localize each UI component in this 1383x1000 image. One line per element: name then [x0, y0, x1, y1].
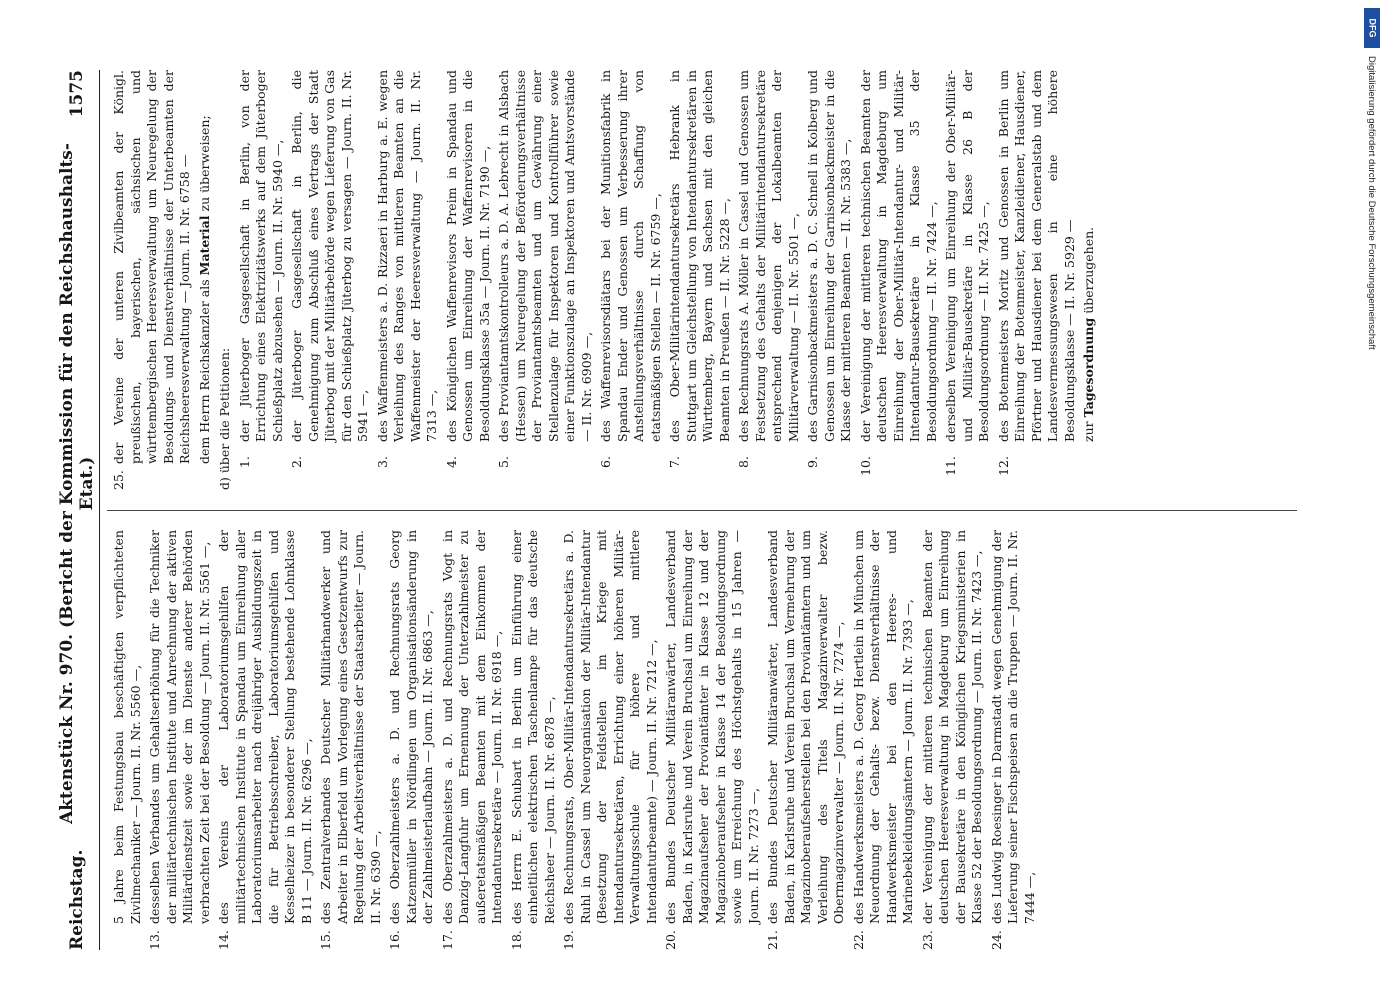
- petition-number: 7.: [667, 456, 682, 468]
- item-text: der Vereinigung der mittleren technischen Beamten der deutschen Heeresverwaltung in Magdeburg um Einreihung der Bausekretäre in den Königlichen Kriegsministerien in Klasse 52 der Besoldungsordnung — Journ. II. Nr. 7423 —,: [919, 530, 984, 924]
- petition-number: 4.: [443, 456, 459, 468]
- header-center: [57, 117, 97, 849]
- item-number: 13.: [147, 930, 162, 950]
- item-text: des Rechnungsrats, Ober-Militär-Intendantursekretärs a. D. Ruhl in Cassel um Neuorganisation der Militär-Intendantur (Besetzung der Feldstellen im Kriege mit Intendantursekretären, Errichtung einer höheren Militär-Verwaltungsschule für höhere und mittlere Intendanturbeamte) — Journ. II. Nr. 7212 —,: [561, 530, 659, 924]
- petition-number: 11.: [943, 456, 958, 476]
- petition-number: 3.: [374, 456, 390, 468]
- petition-item: [805, 70, 855, 490]
- item-text: 5 Jahre beim Festungsbau beschäftigten verpflichteten Zivilmechaniker — Journ. II. Nr. 5560 —,: [111, 530, 143, 924]
- petition-number: 2.: [289, 456, 304, 468]
- petition-text: des Garnisonbackmeisters a. D. C. Schnell in Kolberg und Genossen um Einreihung der Garnisonbackmeister in die Klasse der mittleren Beamten — II. Nr. 5383 —,: [805, 70, 853, 442]
- petition-text: derselben Vereinigung um Einreihung der Ober-Militär- und Militär-Bausekretäre in Klasse 26 B der Besoldungsordnung — II. Nr. 7425 —,: [943, 70, 991, 442]
- petition-text: des Waffenmeisters a. D. Rizzaeri in Harburg a. E. wegen Verleihung des Ranges von mittleren Beamten an die Waffenmeister der Heeresverwaltung — Journ. II. Nr. 7313 —,: [374, 70, 439, 442]
- material-word: Material: [196, 215, 212, 276]
- item-number: 23.: [919, 930, 935, 950]
- item-number: 25.: [111, 470, 126, 490]
- petition-number: 5.: [496, 456, 511, 468]
- material-suffix: zu überweisen;: [196, 115, 212, 212]
- closing-word: Tagesordnung: [1081, 317, 1096, 418]
- petition-number: 9.: [805, 456, 820, 468]
- running-header: [55, 70, 100, 950]
- list-item: [561, 530, 660, 950]
- item-text: des Bundes Deutscher Militäranwärter, Landesverband Baden, in Karlsruhe und Verein Bruchsal um Vermehrung der Magazinoberaufseherstellen bei den Proviantämtern und um Verleihung des Titels Magazinverwalter bezw. Obermagazinverwalter — Journ. II. Nr. 7274 —,: [765, 530, 846, 924]
- item-number: 18.: [508, 930, 524, 950]
- item-number: 17.: [439, 930, 455, 950]
- item-number: 22.: [850, 930, 866, 950]
- item-text: des Zentralverbandes Deutscher Militärhandwerker und Arbeiter in Elberfeld um Vorlegung eines Gesetzentwurfs zur Regelung der Arbeitsverhältnisse der Staatsarbeiter — Journ. II. Nr. 6390 —,: [318, 530, 383, 924]
- petition-item: [943, 70, 993, 490]
- petition-item: [858, 70, 941, 490]
- list-item: [147, 530, 213, 950]
- material-line: [197, 70, 214, 490]
- right-column: [111, 70, 1098, 490]
- list-item: [989, 530, 1039, 950]
- petition-number: 1.: [236, 456, 252, 468]
- item-number: 24.: [988, 930, 1004, 950]
- item-text: desselben Verbandes um Gehaltserhöhung für die Techniker der militärtechnischen Institute und Anrechnung der aktiven Militärdienstzeit sowie der im Dienste anderer Behörden verbrachten Zeit bei der Besoldung — Journ. II. Nr. 5561 —,: [147, 530, 212, 924]
- column-divider: [107, 510, 1297, 511]
- list-item: [387, 530, 437, 950]
- header-document-title: (Bericht der Kommission für den Reichshaushalts-Etat.): [57, 143, 97, 628]
- petition-item: [598, 70, 664, 490]
- petition-text: der Jüterboger Gasgesellschaft in Berlin, die Genehmigung zum Abschluß eines Vertrags der Stadt Jüterbog mit der Militärbehörde wegen Lieferung von Gas für den Schießplatz Jüterbog zu versagen — Journ. II. Nr. 5941 —,: [289, 70, 370, 442]
- digitization-note: Digitalisierung gefördert durch die Deutsche Forschungsgemeinschaft: [1366, 56, 1377, 350]
- petition-item: [237, 70, 287, 490]
- item-text: des Handwerksmeisters a. D. Georg Hertlein in München um Neuordnung der Gehalts- bezw. Dienstverhältnisse der Handwerksmeister bei den Heeres- und Marinebekleidungsämtern — Journ. II. Nr. 7393 —,: [850, 530, 915, 924]
- list-item: [663, 530, 762, 950]
- petition-number: 8.: [736, 456, 751, 468]
- petition-item: [996, 70, 1079, 490]
- list-item: [851, 530, 917, 950]
- item-text: der Vereine der unteren Zivilbeamten der Königl. preußischen, bayerischen, sächsischen und württembergischen Heeresverwaltung um Neuregelung der Besoldungs- und Dienstverhältnisse der Unterbeamten der Reichsheeresverwaltung — Journ. II. Nr. 6758 —: [111, 70, 192, 464]
- item-number: 20.: [663, 930, 678, 950]
- item-number: 15.: [318, 930, 333, 950]
- list-item: [509, 530, 559, 950]
- header-document-number: Aktenstück Nr. 970.: [57, 633, 77, 824]
- petitions-heading: d) über die Petitionen:: [217, 347, 232, 490]
- petition-text: des Ober-Militärintendantursekretärs Hebrank in Stuttgart um Gleichstellung von Intendantursekretären in Württemberg, Bayern und Sachsen mit den gleichen Beamten in Preußen — II. Nr. 5228 —,: [667, 70, 732, 442]
- petition-number: 6.: [598, 456, 613, 468]
- petition-text: der Vereinigung der mittleren technischen Beamten der deutschen Heeresverwaltung in Magdeburg um Einreihung der Ober-Militär-Intendantur- und Militär-Intendantur-Bausekretäre in Klasse 35 der Besoldungsordnung — II. Nr. 7424 —,: [857, 70, 939, 442]
- petition-text: des Waffenrevisorsdiätars bei der Munitionsfabrik in Spandau Ender und Genossen um Verbesserung ihrer Anstellungsverhältnisse durch Schaffung von etatsmäßigen Stellen — II. Nr. 6759 —,: [598, 70, 663, 442]
- dfg-logo: [1364, 8, 1380, 48]
- petition-item: [496, 70, 595, 490]
- item-number: 21.: [765, 930, 780, 950]
- petition-item: [289, 70, 372, 490]
- dfg-logo-text: DFG: [1367, 18, 1377, 38]
- petition-item: [375, 70, 441, 490]
- item-text: des Oberzahlmeisters a. D. und Rechnungsrats Vogt in Danzig-Langfuhr um Ernennung der Unterzahlmeister zu außeretatsmäßigen Beamten mit dem Einkommen der Intendantursekretäre — Journ. II. Nr. 6918 —,: [439, 530, 504, 924]
- petition-text: des Botenmeisters Moritz und Genossen in Berlin um Einreihung der Botenmeister, Kanzleidiener, Hausdiener, Pförtner und Hausdiener bei dem Generalstab und dem Landesvermessungswesen in eine höhere Besoldungsklasse — II. Nr. 5929 —: [995, 70, 1077, 442]
- petition-text: des Rechnungsrats A. Möller in Cassel und Genossen um Festsetzung des Gehalts der Militärintendantursekretäre entsprechend denjenigen der Lokalbeamten der Militärverwaltung — II. Nr. 5501 —,: [736, 70, 801, 442]
- list-item: [920, 530, 986, 950]
- closing-line: [1081, 70, 1098, 490]
- item-number: 19.: [561, 930, 576, 950]
- rotated-print-area: [55, 70, 1315, 950]
- petition-text: des Königlichen Waffenrevisors Preim in Spandau und Genossen um Einreihung der Waffenrevisoren in die Besoldungsklasse 35a — Journ. II. Nr. 7190 —,: [443, 70, 492, 442]
- page-number: 1575: [67, 70, 87, 118]
- material-prefix: dem Herrn Reichskanzler als: [196, 279, 212, 464]
- item-number: 14.: [216, 930, 231, 950]
- petition-number: 10.: [857, 456, 873, 476]
- petition-item: [667, 70, 733, 490]
- item-text: des Herrn E. Schubart in Berlin um Einführung einer einheitlichen elektrischen Taschenlampe für das deutsche Reichsheer — Journ. II. Nr. 6878 —,: [508, 530, 557, 924]
- item-text: des Vereins der Laboratoriumsgehilfen der militärtechnischen Institute in Spandau um Einreihung aller Laboratoriumsarbeiter nach dreijähriger Ausbildungszeit in die für Betriebsschreiber, Laboratoriumsgehilfen und Kesselheizer in besonderer Stellung bestehende Lohnklasse B 11 — Journ. II. Nr. 6296 —,: [216, 530, 314, 924]
- list-item: [318, 530, 384, 950]
- list-item: [111, 70, 194, 490]
- item-text: des Ludwig Roesinger in Darmstadt wegen Genehmigung der Lieferung seiner Fischspeisen an die Truppen — Journ. II. Nr. 7444 —,: [988, 530, 1037, 924]
- closing-prefix: zur: [1081, 421, 1096, 442]
- petition-number: 12.: [995, 456, 1011, 476]
- petition-item: [444, 70, 494, 490]
- list-item: [111, 530, 144, 950]
- item-text: des Bundes Deutscher Militäranwärter, Landesverband Baden, in Karlsruhe und Verein Bruchsal um Einreihung der Magazinaufseher der Proviantämter in Klasse 12 und der Magazinoberaufseher in Klasse 14 der Besoldungsordnung sowie um Erreichung des Höchstgehalts in 15 Jahren — Journ. II. Nr. 7273 —,: [663, 530, 761, 924]
- petition-text: des Proviantamtskontrolleurs a. D. A. Lebrecht in Alsbach (Hessen) um Neuregelung der Beförderungsverhältnisse der Proviantamtsbeamten und um Gewährung einer Stellenzulage für Inspektoren und Kontrollführer sowie einer Funktionszulage an Inspektoren und Amtsvorstände — II. Nr. 6909 —,: [496, 70, 594, 442]
- closing-suffix: überzugehen.: [1081, 226, 1096, 314]
- header-left: Reichstag.: [67, 849, 87, 950]
- list-item: [216, 530, 315, 950]
- petition-item: [736, 70, 802, 490]
- petition-text: der Jüterboger Gasgesellschaft in Berlin, von der Errichtung eines Elektrizitätswerks auf dem Jüterboger Schießplatz abzusehen — Journ. II. Nr. 5940 —,: [236, 70, 285, 442]
- left-column: [111, 530, 1041, 950]
- side-note: [1364, 56, 1378, 756]
- list-item: [765, 530, 848, 950]
- item-number: 16.: [387, 930, 402, 950]
- item-text: des Oberzahlmeisters a. D. und Rechnungsrats Georg Katzenmüller in Nördlingen um Organisationsänderung in der Zahlmeisterlaufbahn — Journ. II. Nr. 6863 —,: [387, 530, 435, 924]
- list-item: [440, 530, 506, 950]
- petition-list: [237, 70, 1079, 490]
